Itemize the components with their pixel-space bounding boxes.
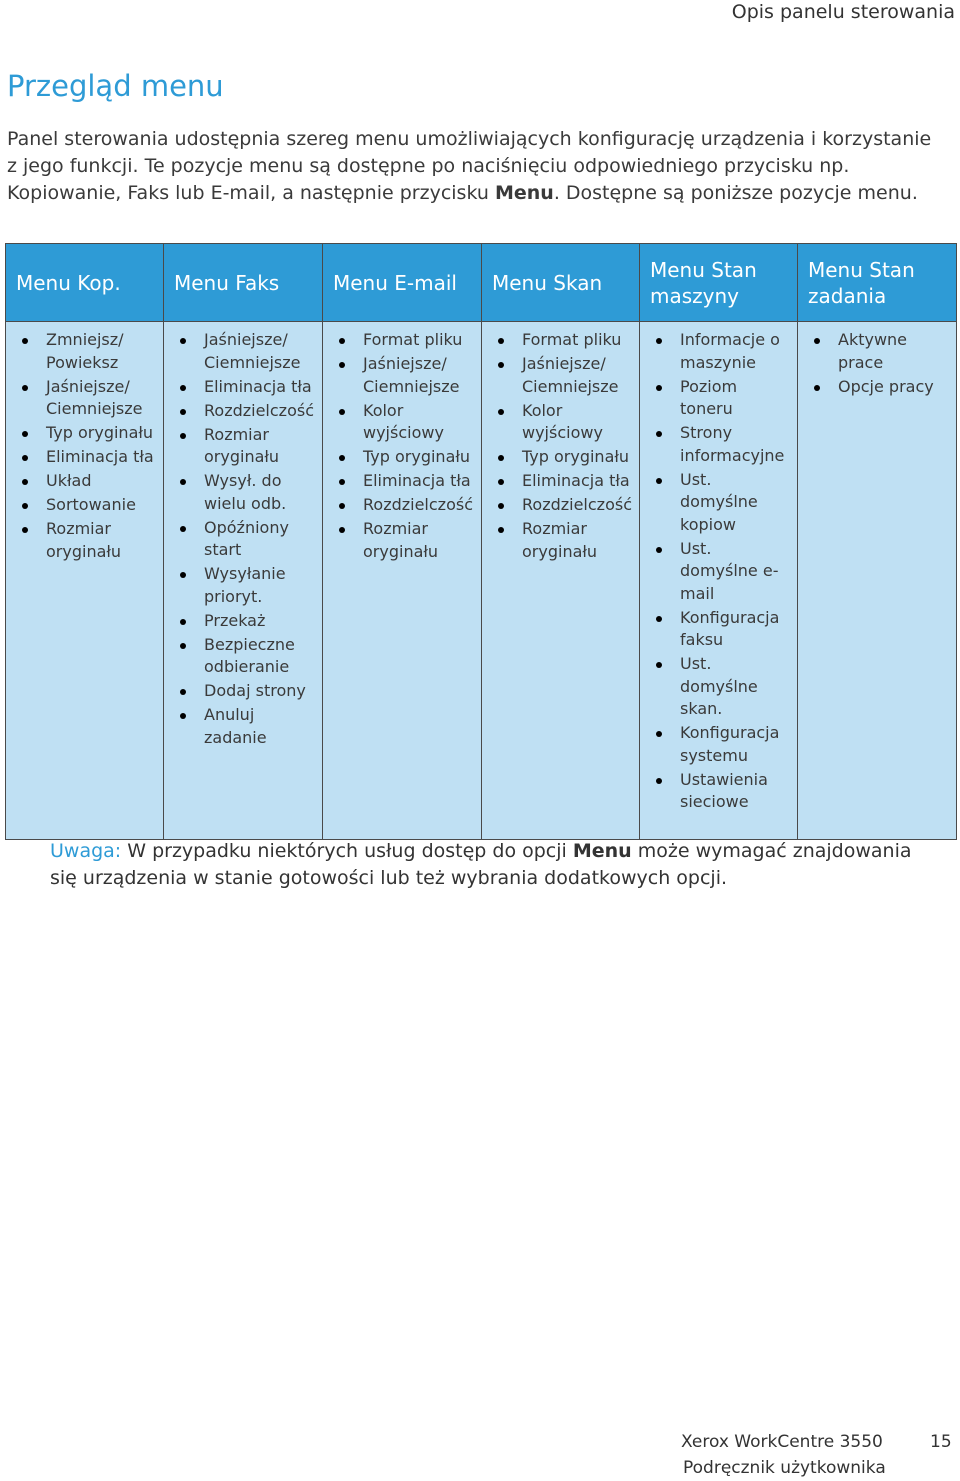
menu-list-item: Ustawienia sieciowe: [650, 769, 791, 814]
menu-list-item: Typ oryginału: [333, 446, 475, 469]
menu-list-item: Zmniejsz/ Powieksz: [16, 329, 157, 374]
page-number: 15: [930, 1432, 952, 1452]
menu-list-item: Ust. domyślne skan.: [650, 653, 791, 721]
menu-list-item: Typ oryginału: [492, 446, 633, 469]
column-header-copy-menu: Menu Kop.: [6, 244, 164, 322]
intro-paragraph: [7, 126, 937, 207]
menu-list-item: Format pliku: [333, 329, 475, 352]
table-body-row: [6, 322, 957, 840]
menu-list-item: Informacje o maszynie: [650, 329, 791, 374]
menu-list-item: Rozdzielczość: [333, 494, 475, 517]
menu-list-item: Dodaj strony: [174, 680, 316, 703]
note-menu-bold: Menu: [572, 840, 632, 862]
job-status-menu-cell: [798, 322, 957, 840]
intro-menu-bold: Menu: [494, 182, 554, 204]
running-header: Opis panelu sterowania: [731, 1, 955, 23]
menu-list-item: Rozdzielczość: [174, 400, 316, 423]
menu-list-item: Bezpieczne odbieranie: [174, 634, 316, 679]
fax-menu-list: [174, 329, 316, 749]
page-title: Przegląd menu: [7, 69, 224, 103]
menu-list-item: Anuluj zadanie: [174, 704, 316, 749]
menu-list-item: Sortowanie: [16, 494, 157, 517]
menu-list-item: Ust. domyślne e-mail: [650, 538, 791, 606]
note-label: Uwaga:: [50, 840, 122, 862]
menu-list-item: Układ: [16, 470, 157, 493]
menu-list-item: Strony informacyjne: [650, 422, 791, 467]
intro-text: Panel sterowania udostępnia szereg menu umożliwiających konfigurację urządzenia i korzystanie z jego funkcji. Te pozycje menu są dostępne po naciśnięciu odpowiedniego przycisku np. Kopiowanie, Faks lub E-mail, a następnie przycisku: [7, 128, 932, 204]
fax-menu-cell: [164, 322, 323, 840]
column-header-scan-menu: Menu Skan: [482, 244, 640, 322]
column-header-job-status-menu: Menu Stan zadania: [798, 244, 957, 322]
menu-overview-table: [5, 243, 957, 840]
menu-list-item: Format pliku: [492, 329, 633, 352]
copy-menu-cell: [6, 322, 164, 840]
menu-list-item: Wysył. do wielu odb.: [174, 470, 316, 515]
menu-list-item: Kolor wyjściowy: [333, 400, 475, 445]
scan-menu-cell: [482, 322, 640, 840]
menu-list-item: Eliminacja tła: [174, 376, 316, 399]
table-header-row: [6, 244, 957, 322]
email-menu-cell: [323, 322, 482, 840]
machine-status-menu-cell: [640, 322, 798, 840]
column-header-fax-menu: Menu Faks: [164, 244, 323, 322]
intro-text-end: . Dostępne są poniższe pozycje menu.: [553, 182, 918, 204]
menu-list-item: Eliminacja tła: [333, 470, 475, 493]
copy-menu-list: [16, 329, 157, 563]
menu-list-item: Opóźniony start: [174, 517, 316, 562]
menu-list-item: Rozdzielczość: [492, 494, 633, 517]
menu-list-item: Jaśniejsze/ Ciemniejsze: [174, 329, 316, 374]
note-text: W przypadku niektórych usług dostęp do opcji: [121, 840, 573, 862]
menu-list-item: Konfiguracja faksu: [650, 607, 791, 652]
scan-menu-list: [492, 329, 633, 563]
menu-list-item: Opcje pracy: [808, 376, 950, 399]
note-text-end: może wymagać znajdowania się urządzenia w stanie gotowości lub też wybrania dodatkowych opcji.: [50, 840, 912, 889]
machine-status-menu-list: [650, 329, 791, 814]
menu-list-item: Konfiguracja systemu: [650, 722, 791, 767]
job-status-menu-list: [808, 329, 950, 398]
menu-list-item: Kolor wyjściowy: [492, 400, 633, 445]
menu-list-item: Jaśniejsze/ Ciemniejsze: [333, 353, 475, 398]
menu-list-item: Eliminacja tła: [16, 446, 157, 469]
menu-list-item: Typ oryginału: [16, 422, 157, 445]
menu-list-item: Aktywne prace: [808, 329, 950, 374]
menu-list-item: Jaśniejsze/ Ciemniejsze: [492, 353, 633, 398]
footer-guide-name: Podręcznik użytkownika: [683, 1458, 886, 1478]
menu-list-item: Wysyłanie prioryt.: [174, 563, 316, 608]
column-header-email-menu: Menu E-mail: [323, 244, 482, 322]
menu-list-item: Rozmiar oryginału: [492, 518, 633, 563]
note-paragraph: [50, 838, 940, 892]
footer-product-name: Xerox WorkCentre 3550: [681, 1432, 883, 1452]
menu-list-item: Jaśniejsze/ Ciemniejsze: [16, 376, 157, 421]
email-menu-list: [333, 329, 475, 563]
column-header-machine-status-menu: Menu Stan maszyny: [640, 244, 798, 322]
menu-list-item: Rozmiar oryginału: [174, 424, 316, 469]
menu-list-item: Przekaż: [174, 610, 316, 633]
menu-list-item: Eliminacja tła: [492, 470, 633, 493]
menu-list-item: Rozmiar oryginału: [333, 518, 475, 563]
menu-list-item: Rozmiar oryginału: [16, 518, 157, 563]
menu-list-item: Ust. domyślne kopiow: [650, 469, 791, 537]
menu-list-item: Poziom toneru: [650, 376, 791, 421]
